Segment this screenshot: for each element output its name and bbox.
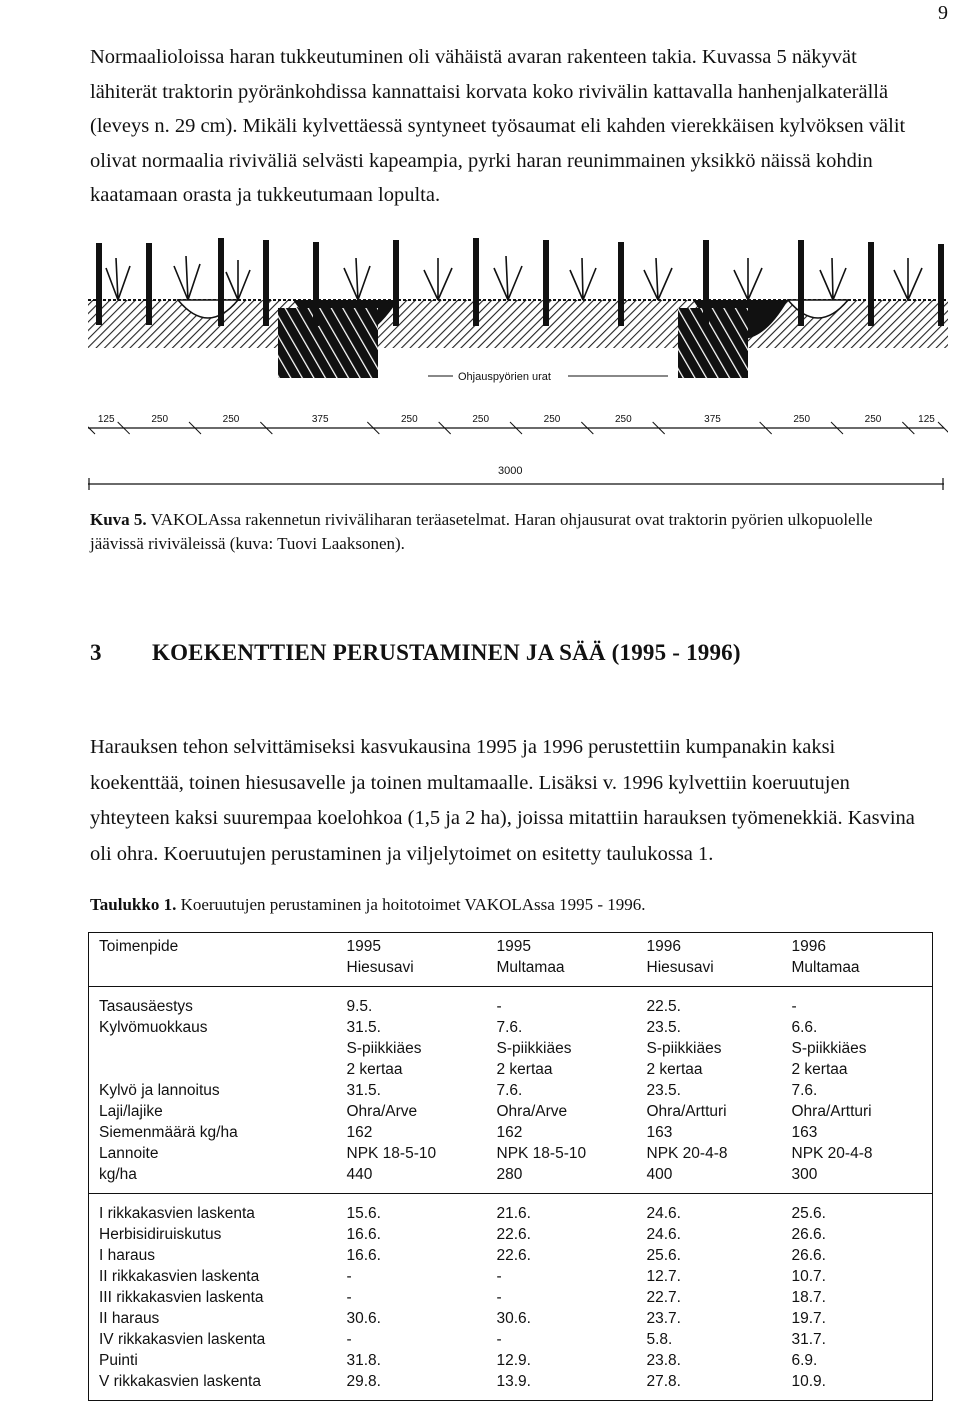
table-cell-line: 300 — [791, 1166, 818, 1183]
table-cell-line: 7.6. — [496, 1082, 523, 1099]
table-cell-line: NPK 18-5-10 — [346, 1145, 437, 1162]
table-cell-line: 2 kertaa — [791, 1061, 848, 1078]
table-cell-line: 162 — [496, 1124, 523, 1141]
total-width-label: 3000 — [498, 465, 523, 477]
table-cell — [782, 1164, 933, 1194]
table-row — [89, 1017, 933, 1080]
figure-caption — [90, 508, 930, 556]
table-cell: III rikkakasvien laskenta — [99, 1289, 264, 1306]
table-cell: 31.7. — [791, 1331, 826, 1348]
spacing-label: 250 — [472, 414, 490, 425]
spacing-scale — [88, 414, 948, 434]
table-cell: 22.6. — [496, 1247, 531, 1264]
table-row — [89, 1101, 933, 1122]
table-cell: 10.9. — [791, 1373, 826, 1390]
table-cell-line: 23.5. — [646, 1082, 681, 1099]
figure-caption-label: Kuva 5. — [90, 510, 147, 529]
spacing-label: 250 — [222, 414, 240, 425]
table-row — [89, 1329, 933, 1350]
table-cell — [487, 1080, 637, 1101]
table-row — [89, 1266, 933, 1287]
paragraph-setup: Harauksen tehon selvittämiseksi kasvukausina 1995 ja 1996 perustettiin kumpanakin kaksi koekenttää, toinen hiesusavelle ja toinen multamaalle. Lisäksi v. 1996 kylvettiin koeruutujen yhteyteen kaksi suurempaa koelohkoa (1,5 ja 2 ha), joissa mitattiin harauksen työmenekkiä. Kasvina oli ohra. Koeruutujen perustaminen ja viljelytoimet on esitetty taulukossa 1. — [90, 736, 915, 865]
table-cell — [337, 987, 487, 1018]
tire-tread-left — [278, 308, 378, 378]
table-cell — [89, 1080, 337, 1101]
tire-tread-right — [678, 308, 748, 378]
table-cell-line: Ohra/Artturi — [791, 1103, 872, 1120]
table-cell — [637, 1164, 782, 1194]
table-cell-line: NPK 18-5-10 — [496, 1145, 587, 1162]
table-cell: Herbisidiruiskutus — [99, 1226, 222, 1243]
spacing-label: 250 — [864, 414, 882, 425]
table-cell — [89, 1164, 337, 1194]
table-cell-line: 31.5. — [346, 1082, 381, 1099]
table-cell — [782, 1122, 933, 1143]
table-cell — [89, 1143, 337, 1164]
table-cell-line: Siemenmäärä kg/ha — [99, 1124, 238, 1141]
table-cell — [487, 987, 637, 1018]
spacing-label: 250 — [615, 414, 632, 425]
spacing-label: 125 — [918, 414, 935, 425]
table-cell-line: Kylvö ja lannoitus — [99, 1082, 220, 1099]
table-cell: 16.6. — [346, 1226, 381, 1243]
table-cell: - — [346, 1268, 352, 1285]
table-cell: 29.8. — [346, 1373, 381, 1390]
table-cell — [637, 1080, 782, 1101]
table-cell: 22.7. — [646, 1289, 681, 1306]
harrow-figure — [88, 228, 948, 498]
table-cell: II haraus — [99, 1310, 160, 1327]
table-cell — [637, 1143, 782, 1164]
table-cell: II rikkakasvien laskenta — [99, 1268, 260, 1285]
table-row — [89, 1371, 933, 1401]
page-number: 9 — [938, 2, 948, 24]
table-row — [89, 1224, 933, 1245]
table-cell-line: Ohra/Artturi — [646, 1103, 727, 1120]
column-header-line: Hiesusavi — [646, 959, 714, 976]
table-cell — [337, 1143, 487, 1164]
spacing-label: 375 — [704, 414, 721, 425]
table-cell: 16.6. — [346, 1247, 381, 1264]
table-cell-line: S-piikkiäes — [791, 1040, 867, 1057]
table-cell: - — [346, 1331, 352, 1348]
table-row — [89, 1245, 933, 1266]
table-cell — [487, 1122, 637, 1143]
table-cell-line: 7.6. — [791, 1082, 818, 1099]
table-cell: - — [496, 1289, 502, 1306]
table-cell: 5.8. — [646, 1331, 673, 1348]
table-cell: 10.7. — [791, 1268, 826, 1285]
table-cell-line: Laji/lajike — [99, 1103, 163, 1120]
table-cell: 30.6. — [346, 1310, 381, 1327]
table-cell-line: 400 — [646, 1166, 673, 1183]
table-cell-line: NPK 20-4-8 — [791, 1145, 873, 1162]
table-cell: - — [496, 1268, 502, 1285]
table-cell: 13.9. — [496, 1373, 531, 1390]
table-cell-line: Tasausäestys — [99, 998, 193, 1015]
table-cell — [637, 987, 782, 1018]
table-cell-line: 22.5. — [646, 998, 681, 1015]
table-cell-line: 23.5. — [646, 1019, 681, 1036]
table-cell-line: 2 kertaa — [346, 1061, 403, 1078]
table-cell-line: 162 — [346, 1124, 373, 1141]
table-row — [89, 1122, 933, 1143]
table-cell-line: 9.5. — [346, 998, 373, 1015]
column-header — [487, 933, 637, 987]
table-cell: 12.9. — [496, 1352, 531, 1369]
table-cell — [637, 1017, 782, 1080]
table-cell: IV rikkakasvien laskenta — [99, 1331, 266, 1348]
wheel-track-label: Ohjauspyörien urat — [458, 371, 551, 383]
operations-table — [88, 932, 933, 1401]
table-cell-line: - — [791, 998, 797, 1015]
column-header-line: Toimenpide — [99, 938, 179, 955]
section-number: 3 — [90, 640, 102, 665]
table-cell-line: 163 — [646, 1124, 673, 1141]
table-cell-line: S-piikkiäes — [346, 1040, 422, 1057]
table-cell-line: S-piikkiäes — [496, 1040, 572, 1057]
spacing-label: 250 — [151, 414, 169, 425]
table-cell: 26.6. — [791, 1247, 826, 1264]
table-cell: Puinti — [99, 1352, 138, 1369]
table-cell-line: 2 kertaa — [646, 1061, 703, 1078]
spacing-label: 125 — [97, 414, 115, 425]
table-cell: 23.8. — [646, 1352, 681, 1369]
table-row — [89, 1308, 933, 1329]
column-header-line: 1996 — [646, 938, 681, 955]
table-row — [89, 987, 933, 1018]
table-cell — [487, 1101, 637, 1122]
table-cell: 27.8. — [646, 1373, 681, 1390]
table-cell — [637, 1101, 782, 1122]
column-header — [782, 933, 933, 987]
table-row — [89, 1164, 933, 1194]
table-row — [89, 1287, 933, 1308]
table-cell: V rikkakasvien laskenta — [99, 1373, 261, 1390]
table-cell-line: S-piikkiäes — [646, 1040, 722, 1057]
figure-caption-text: VAKOLAssa rakennetun riviväliharan teräasetelmat. Haran ohjausurat ovat traktorin pyörien ulkopuolelle jäävissä riviväleissä (kuva: Tuovi Laaksonen). — [90, 510, 873, 553]
table-cell: 6.9. — [791, 1352, 818, 1369]
table-cell: 15.6. — [346, 1205, 381, 1222]
table-caption-label: Taulukko 1. — [90, 895, 177, 914]
table-cell: 31.8. — [346, 1352, 381, 1369]
table-cell — [782, 1017, 933, 1080]
spacing-label: 250 — [543, 414, 561, 425]
table-cell — [782, 1101, 933, 1122]
table-cell — [89, 987, 337, 1018]
table-cell-line: Kylvömuokkaus — [99, 1019, 208, 1036]
table-cell — [337, 1122, 487, 1143]
table-row — [89, 1143, 933, 1164]
table-cell: 21.6. — [496, 1205, 531, 1222]
table-cell: I haraus — [99, 1247, 156, 1264]
table-cell — [637, 1122, 782, 1143]
table-cell — [782, 987, 933, 1018]
table-cell-line: kg/ha — [99, 1166, 137, 1183]
table-cell — [487, 1164, 637, 1194]
table-cell: 22.6. — [496, 1226, 531, 1243]
table-row — [89, 1194, 933, 1225]
table-cell: 25.6. — [791, 1205, 826, 1222]
spacing-label: 375 — [311, 414, 329, 425]
table-cell — [487, 1017, 637, 1080]
column-header — [637, 933, 782, 987]
table-row — [89, 1350, 933, 1371]
table-row — [89, 1080, 933, 1101]
table-cell-line: 31.5. — [346, 1019, 381, 1036]
paragraph-intro: Normaalioloissa haran tukkeutuminen oli vähäistä avaran rakenteen takia. Kuvassa 5 näkyvät lähiterät traktorin pyöränkohdissa kannattaisi korvata koko rivivälin kattavalla hanhenjalkaterällä (leveys n. 29 cm). Mikäli kylvettäessä syntyneet työsaumat eli kahden vierekkäisen kylvöksen välit olivat normaalia riviväliä selvästi kapeampia, pyrki haran reunimmainen yksikkö näissä kohdin kaatamaan orasta ja tukkeutumaan lopulta. — [90, 46, 906, 206]
table-cell — [782, 1080, 933, 1101]
table-cell — [337, 1164, 487, 1194]
table-cell-line: 280 — [496, 1166, 523, 1183]
column-header — [337, 933, 487, 987]
table-cell: - — [496, 1331, 502, 1348]
column-header-line: Multamaa — [791, 959, 860, 976]
table-cell-line: 2 kertaa — [496, 1061, 553, 1078]
column-header-line: 1996 — [791, 938, 826, 955]
table-cell-line: NPK 20-4-8 — [646, 1145, 728, 1162]
table-cell — [337, 1080, 487, 1101]
column-header-line: 1995 — [346, 938, 381, 955]
table-cell: - — [346, 1289, 352, 1306]
table-caption-text: Koeruutujen perustaminen ja hoitotoimet VAKOLAssa 1995 - 1996. — [180, 895, 646, 914]
table-cell: 24.6. — [646, 1226, 681, 1243]
table-cell-line: Ohra/Arve — [346, 1103, 418, 1120]
column-header-line: 1995 — [496, 938, 531, 955]
table-cell: 25.6. — [646, 1247, 681, 1264]
section-heading — [90, 640, 741, 666]
table-cell-line: 6.6. — [791, 1019, 818, 1036]
table-cell — [782, 1143, 933, 1164]
table-caption — [90, 895, 646, 915]
table-cell-line: Ohra/Arve — [496, 1103, 568, 1120]
table-cell: 30.6. — [496, 1310, 531, 1327]
column-header-line: Hiesusavi — [346, 959, 414, 976]
table-cell — [337, 1017, 487, 1080]
spacing-label: 250 — [793, 414, 811, 425]
table-cell-line: Lannoite — [99, 1145, 159, 1162]
section-title: KOEKENTTIEN PERUSTAMINEN JA SÄÄ (1995 - 1996) — [152, 640, 741, 665]
table-cell: 19.7. — [791, 1310, 826, 1327]
table-cell: 24.6. — [646, 1205, 681, 1222]
table-cell-line: 163 — [791, 1124, 818, 1141]
table-cell: 18.7. — [791, 1289, 826, 1306]
table-cell: 26.6. — [791, 1226, 826, 1243]
table-cell: I rikkakasvien laskenta — [99, 1205, 255, 1222]
table-cell — [89, 1101, 337, 1122]
table-cell — [89, 1017, 337, 1080]
column-header-line: Multamaa — [496, 959, 565, 976]
table-cell — [487, 1143, 637, 1164]
table-cell — [89, 1122, 337, 1143]
spacing-label: 250 — [401, 414, 418, 425]
table-cell-line: 7.6. — [496, 1019, 523, 1036]
table-cell-line: - — [496, 998, 502, 1015]
table-cell: 23.7. — [646, 1310, 681, 1327]
table-cell — [337, 1101, 487, 1122]
column-header — [89, 933, 337, 987]
table-cell-line: 440 — [346, 1166, 373, 1183]
table-cell: 12.7. — [646, 1268, 681, 1285]
